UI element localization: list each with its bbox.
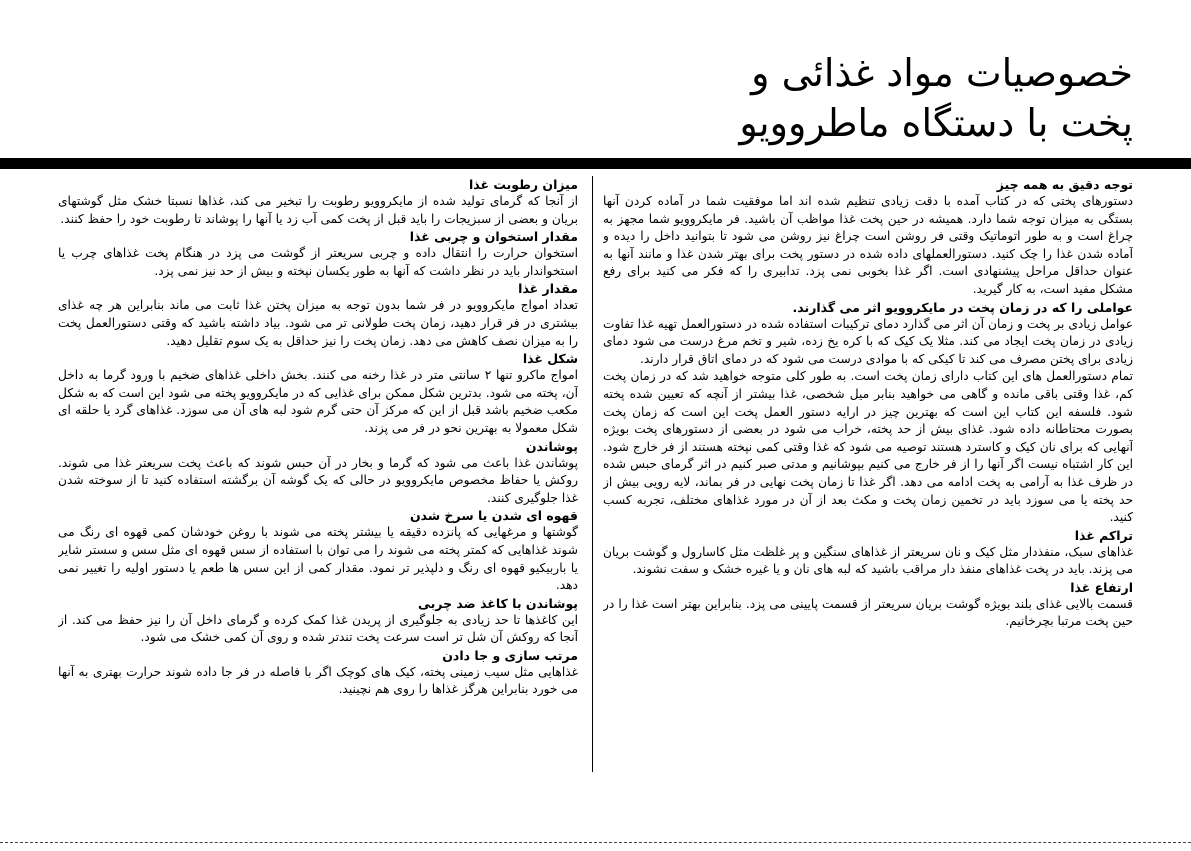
section-heading-height: ارتفاع غذا <box>1070 579 1133 595</box>
section-text-moisture: از آنجا که گرمای تولید شده از مایکروویو رطوبت را تبخیر می کند، غذاها نسبتا خشک مثل گوشتهای بریان و بعضی از سبزیجات را باید قبل از پخت کمی آب زد یا آنها را پوشاند تا رطوبت خود را حفظ کنند. <box>58 194 578 226</box>
section-heading-wax-paper: پوشاندن با کاغذ ضد چربی <box>417 595 578 611</box>
section-heading-shape: شکل غذا <box>522 351 578 367</box>
section-text-attention: دستورهای پختی که در کتاب آمده با دقت زیادی تنظیم شده اند اما موفقیت شما در آماده کردن آنها بستگی به میزان توجه شما دارد. همیشه در حین پخت غذا مواظب آن باشید. فر مایکروویو شما مجهز به چراغ است و به طور اتوماتیک وقتی فر روشن است چراغ نیز روشن می شود تا بتوانید داخل را دیده و آماده شدن غذا را چک کنید. دستورالعملهای داده شده در دستور پخت برای بهتر شدن غذا و مانند آنها به عنوان حداقل مراحل پیشنهادی است. اگر غذا بخوبی نمی پزد. تدابیری را که فکر می کنید برای رفع مشکل مفید است، به کار گیرید. <box>603 194 1133 296</box>
section-text-browning: گوشتها و مرغهایی که پانزده دقیقه یا بیشتر پخته می شوند با روغن خودشان کمی قهوه ای رنگ می شوند غذاهایی که کمتر پخته می شوند را می توان با استفاده از سس قهوه ای مثل سس و سستر شایر یا باربیکیو قهوه ای رنگ و دلپذیر تر نمود. مقدار کمی از این سس ها طعم یا دستور اولیه را تغییر نمی دهد. <box>58 525 578 593</box>
section-text-height: قسمت بالایی غذای بلند بویژه گوشت بریان سریعتر از قسمت پایینی می پزد. بنابراین بهتر است غذا را در حین پخت مرتبا بچرخانیم. <box>603 596 1133 629</box>
section-text-arrangement: غذاهایی مثل سیب زمینی پخته، کیک های کوچک اگر با فاصله در فر جا داده شوند حرارت بهتری به آنها می خورد بنابراین هرگز غذاها را روی هم نچینید. <box>58 664 578 697</box>
header-rule <box>0 158 1191 169</box>
section-heading-moisture: میزان رطوبت غذا <box>468 177 578 192</box>
section-text-cooking-time-notes: تمام دستورالعمل های این کتاب دارای زمان پخت است. به طور کلی متوجه خواهید شد که در زمان پخت کم، غذا وقتی باقی مانده و گاهی می خواهید بنابر میل شخصی، غذا بیشتر از آنچه که تعیین شده پخته شود. فلسفه این کتاب این است که بهترین چیز در ارایه دستور العمل پخت این است که زمان پخت بصورت محتاطانه داده شود. غذای بیش از حد پخته، خراب می شود در بعضی از دستورهای پخت بویژه آنهایی که برای نان کیک و کاسترد هستند توصیه می شود که غذا وقتی کمی نپخته هستند از فر خارج شود. این کار اشتباه نیست اگر آنها را از فر خارج می کنیم بپوشانیم و مدتی صبر کنیم در اثر گرمای حبس شده در ظرف غذا به آرامی به پخت ادامه می دهد. اگر غذا تا زمان پخت نهایی در فر بماند، لایه رویی بیش از حد پخته یا می سوزد باید در تخمین زمان پخت و مکث بعد از آن در مورد غذاهای مختلف، تجربه کسب کنید. <box>603 369 1133 525</box>
section-heading-quantity: مقدار غذا <box>518 281 578 297</box>
page-title <box>433 48 1133 148</box>
column-divider <box>592 176 593 772</box>
page-title-line-2: پخت با دستگاه ماطروویو <box>739 101 1133 145</box>
section-text-bone-fat: استخوان حرارت را انتقال داده و چربی سریعتر از گوشت می پزد در هنگام پخت غذاهای چرب یا استخواندار باید در نظر داشت که آنها به طور یکسان نپخته و بیش از حد نیز نمی پزد. <box>58 246 578 278</box>
left-column <box>58 176 578 776</box>
section-text-cooking-time-factors: عوامل زیادی بر پخت و زمان آن اثر می گذارد دمای ترکیبات استفاده شده در دستورالعمل تهیه غذا تفاوت زیادی در زمان پخت ایجاد می کند. مثلا یک کیک که با کره یخ زده، شیر و تخم مرغ درست می شود دمای زیادی برای پختن مصرف می کند تا کیکی که با موادی درست می شود که در دمای اتاق قرار دارند. <box>603 316 1133 366</box>
section-heading-bone-fat: مقدار استخوان و چربی غذا <box>409 229 578 245</box>
section-text-shape: امواج ماکرو تنها ۲ سانتی متر در غذا رخنه می کنند. بخش داخلی غذاهای ضخیم با ورود گرما به داخل آن، پخته می شود. بدترین شکل ممکن برای غذایی که در مایکروویو پخته می شود این است که به شکل مکعب ضخیم باشد قبل از این که مرکز آن حتی گرم شود لبه های آن می سوزد. غذاهای گرد یا حلقه ای شکل معمولا به بهترین نحو در فر می پزند. <box>58 368 578 435</box>
section-heading-density: تراکم غذا <box>1074 527 1133 543</box>
section-heading-covering: پوشاندن <box>525 438 578 454</box>
section-text-quantity: تعداد امواج مایکروویو در فر شما بدون توجه به میزان پختن غذا ثابت می ماند بنابراین هر چه غذای بیشتری در فر قرار دهید، زمان پخت طولانی تر می شود. بیاد داشته باشید که وقتی دستورالعمل پخت را به میزان نصف کاهش می دهد. زمان پخت را نیز حداقل به یک سوم تقلیل دهید. <box>58 298 578 348</box>
section-text-covering: پوشاندن غذا باعث می شود که گرما و بخار در آن حبس شوند که باعث پخت سریعتر غذا می شوند. روکش یا حفاظ مخصوص مایکروویو در حالی که یک گوشه آن برگشته استفاده کنید تا از سوخته شدن غذا جلوگیری کنند. <box>58 455 578 505</box>
section-text-density: غذاهای سبک، منفذدار مثل کیک و نان سریعتر از غذاهای سنگین و پر غلظت مثل کاسارول و گوشت بریان می پزند. باید در پخت غذاهای منفذ دار مراقب باشید که لبه های نان و یا غیره خشک و سفت نشوند. <box>603 544 1133 577</box>
section-heading-cooking-time-factors: عواملی را که در زمان پخت در مایکروویو اثر می گذارند. <box>792 299 1133 315</box>
footer-rule <box>0 842 1191 844</box>
page-title-line-1: خصوصیات مواد غذائی و <box>751 51 1133 95</box>
section-text-wax-paper: این کاغذها تا حد زیادی به جلوگیری از پریدن غذا کمک کرده و گرمای داخل آن را نیز حفظ می کند. از آنجا که روکش آن شل تر است سرعت پخت تندتر شده و روی آن کمی خشک می شود. <box>58 612 578 645</box>
right-column <box>603 176 1133 776</box>
section-heading-browning: قهوه ای شدن یا سرخ شدن <box>410 508 578 524</box>
section-heading-attention: توجه دقیق به همه چیز <box>996 177 1133 192</box>
section-heading-arrangement: مرتب سازی و جا دادن <box>442 647 578 663</box>
